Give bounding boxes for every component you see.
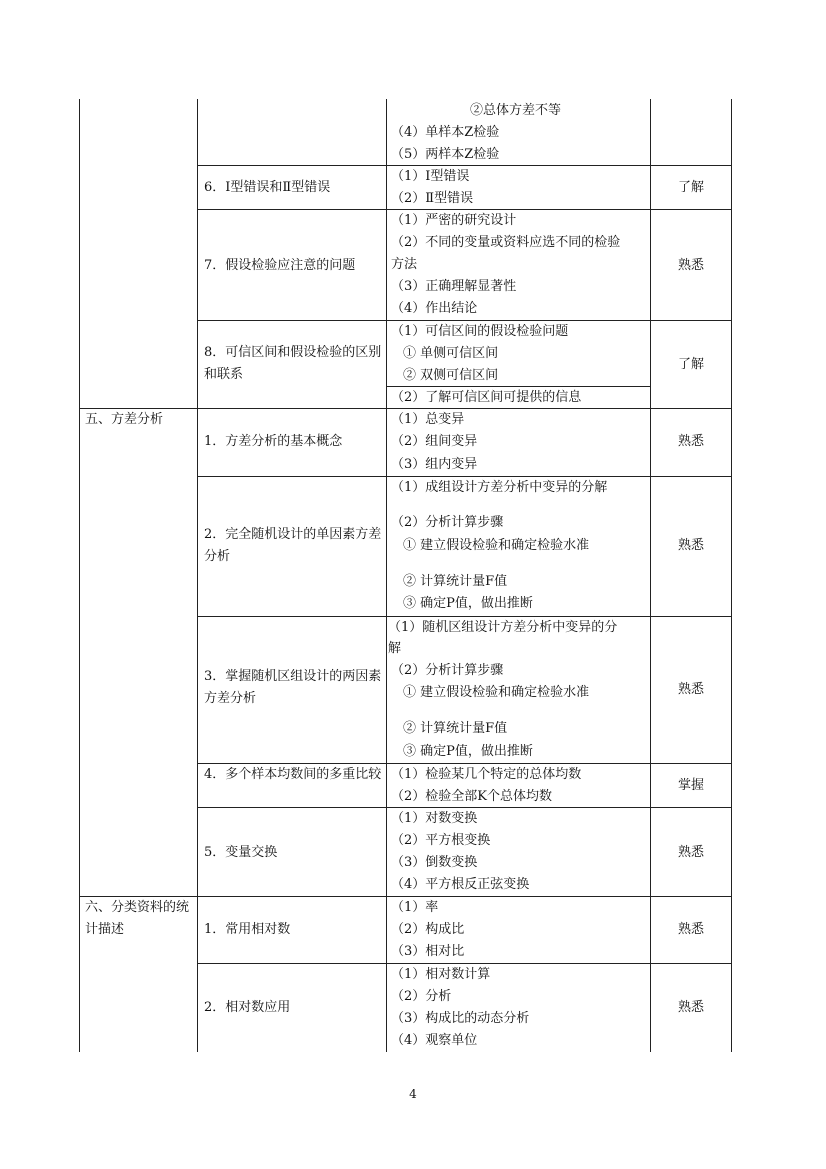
item-text: （4）作出结论	[391, 301, 478, 316]
item-text: （5）两样本Z检验	[391, 147, 500, 162]
item-text: （2）Ⅱ型错误	[391, 191, 474, 206]
item-text: （3）倒数变换	[391, 855, 478, 870]
item-text: ③ 确定P值，做出推断	[403, 744, 533, 759]
item-text: （2）分析计算步骤	[391, 663, 504, 678]
item-text: ① 单侧可信区间	[403, 346, 499, 361]
item-text: （2）构成比	[391, 922, 465, 937]
item-text: （4）单样本Z检验	[391, 125, 500, 140]
subtopic-cell: 2．相对数应用	[204, 1000, 291, 1015]
item-text: （2）分析	[391, 989, 452, 1004]
subtopic-cell: 5．变量交换	[204, 845, 278, 860]
item-text: 方法	[391, 257, 418, 272]
item-text: （1）总变异	[391, 412, 465, 427]
subtopic-cell: 1．常用相对数	[204, 922, 291, 937]
grid-line	[197, 99, 198, 1052]
page-number: 4	[409, 1087, 417, 1101]
subtopic-cell: 1．方差分析的基本概念	[204, 434, 343, 449]
subtopic-cell: 7．假设检验应注意的问题	[204, 258, 356, 273]
item-text: （2）检验全部K个总体均数	[391, 789, 552, 804]
item-text: ② 计算统计量F值	[403, 721, 508, 736]
item-text: （1）检验某几个特定的总体均数	[391, 767, 582, 782]
requirement-cell: 掌握	[677, 778, 704, 793]
item-text: ② 双侧可信区间	[403, 368, 499, 383]
item-text: （1）成组设计方差分析中变异的分解	[391, 480, 608, 495]
item-text: （1）严密的研究设计	[391, 213, 517, 228]
item-text: （1）对数变换	[391, 811, 478, 826]
grid-line	[731, 99, 732, 1052]
item-text: （2）组间变异	[391, 434, 478, 449]
subtopic-cell: 6．Ⅰ型错误和Ⅱ型错误	[204, 180, 331, 195]
subtopic-cell: 2．完全随机设计的单因素方差分析	[204, 527, 382, 564]
requirement-cell: 熟悉	[677, 922, 704, 937]
grid-line	[79, 99, 80, 1052]
item-text: （1）Ⅰ型错误	[391, 169, 470, 184]
requirement-cell: 了解	[677, 180, 704, 195]
item-text: （2）平方根变换	[391, 833, 491, 848]
requirement-cell: 熟悉	[677, 1000, 704, 1015]
topic-cell: 五、方差分析	[85, 412, 164, 427]
requirement-cell: 熟悉	[677, 845, 704, 860]
item-text: ① 建立假设检验和确定检验水准	[403, 538, 590, 553]
item-text: （1）相对数计算	[391, 967, 491, 982]
subtopic-cell: 8．可信区间和假设检验的区别和联系	[204, 345, 382, 382]
item-text: （1）可信区间的假设检验问题	[391, 324, 569, 339]
grid-line	[650, 99, 651, 1052]
item-text: （4）平方根反正弦变换	[391, 877, 530, 892]
item-text: ③ 确定P值，做出推断	[403, 596, 533, 611]
item-text: （2）分析计算步骤	[391, 515, 504, 530]
requirement-cell: 熟悉	[677, 682, 704, 697]
item-text: （3）组内变异	[391, 457, 478, 472]
requirement-cell: 熟悉	[677, 258, 704, 273]
item-text: （4）观察单位	[391, 1033, 478, 1048]
subtopic-cell: 4．多个样本均数间的多重比较	[204, 767, 382, 782]
item-text: （2）了解可信区间可提供的信息	[391, 390, 582, 405]
item-text: ② 计算统计量F值	[403, 574, 508, 589]
requirement-cell: 了解	[677, 357, 704, 372]
item-text: （1）随机区组设计方差分析中变异的分	[388, 620, 618, 635]
item-text: （3）构成比的动态分析	[391, 1011, 530, 1026]
grid-line	[386, 99, 387, 1052]
requirement-cell: 熟悉	[677, 434, 704, 449]
topic-cell: 六、分类资料的统计描述	[85, 900, 190, 937]
subtopic-cell: 3．掌握随机区组设计的两因素方差分析	[204, 669, 382, 706]
item-text: （1）率	[391, 900, 439, 915]
item-text: 解	[388, 641, 402, 656]
item-text: （2）不同的变量或资料应选不同的检验	[391, 235, 621, 250]
requirement-cell: 熟悉	[677, 538, 704, 553]
item-text: （3）正确理解显著性	[391, 279, 517, 294]
item-text: ① 建立假设检验和确定检验水准	[403, 685, 590, 700]
item-text: （3）相对比	[391, 944, 465, 959]
item-text: ②总体方差不等	[470, 103, 562, 118]
